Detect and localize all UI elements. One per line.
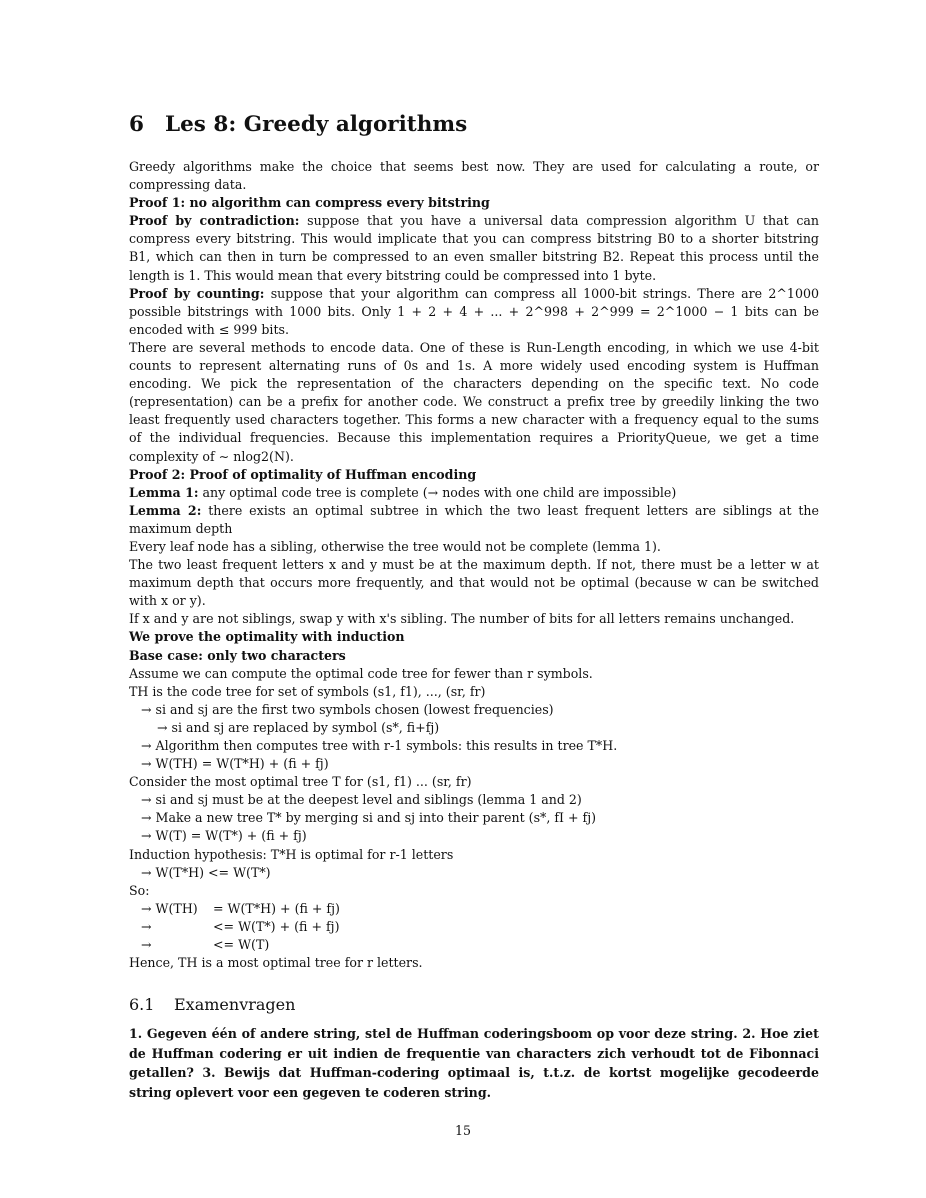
- proof-step-2: → si and sj are replaced by symbol (s*, fi+fj): [157, 719, 440, 735]
- contradiction-text: suppose that you have a universal data compression algorithm U that can compress every bitstring. This would implicate that you can compress bitstring B0 to a shorter bitstring B1, which can then in turn be compressed to an even smaller bitstring B2. Repeat this process until the length is 1. This would mean that every bitstring could be compressed into 1 byte.: [129, 213, 819, 283]
- least-frequent-paragraph: The two least frequent letters x and y must be at the maximum depth. If not, there must be a letter w at maximum depth that occurs more frequently, and that would not be optimal (because w can be switched with x or y).: [129, 557, 819, 609]
- equation-1-left: → W(TH): [141, 900, 198, 916]
- intro-paragraph: Greedy algorithms make the choice that seems best now. They are used for calculating a route, or compressing data.: [129, 159, 819, 193]
- equation-3-right: <= W(T): [213, 937, 270, 953]
- equation-2-left: →: [141, 918, 152, 934]
- proof-step-8: → W(T*H) <= W(T*): [141, 864, 271, 880]
- equation-1-right: = W(T*H) + (fi + fj): [213, 900, 340, 916]
- hypothesis-line: Induction hypothesis: T*H is optimal for r-1 letters: [129, 846, 454, 862]
- lemma2-text: there exists an optimal subtree in which the two least frequent letters are siblings at the maximum depth: [129, 502, 819, 536]
- so-line: So:: [129, 882, 150, 898]
- hence-line: Hence, TH is a most optimal tree for r letters.: [129, 955, 423, 971]
- base-case-heading: Base case: only two characters: [129, 647, 346, 663]
- counting-text: suppose that your algorithm can compress all 1000-bit strings. There are 2^1000 possible bitstrings with 1000 bits. Only 1 + 2 + 4 + ... + 2^998 + 2^999 = 2^1000 − 1 bits can be encoded with ≤ 999 bits.: [129, 285, 819, 337]
- proof-step-5: → si and sj must be at the deepest level and siblings (lemma 1 and 2): [141, 792, 582, 808]
- lemma1-text: any optimal code tree is complete (→ nodes with one child are impossible): [202, 484, 677, 500]
- lemma2-paragraph: [129, 502, 819, 538]
- assume-line: Assume we can compute the optimal code tree for fewer than r symbols.: [129, 665, 593, 681]
- page-content: [129, 110, 819, 1102]
- consider-line: Consider the most optimal tree T for (s1, f1) ... (sr, fr): [129, 774, 472, 790]
- subsection-number: 6.1: [129, 995, 155, 1015]
- subsection-title: Examenvragen: [174, 995, 296, 1015]
- induction-heading: We prove the optimality with induction: [129, 629, 405, 645]
- proof2-heading: Proof 2: Proof of optimality of Huffman encoding: [129, 466, 477, 482]
- equation-row-2: [129, 918, 819, 936]
- proof-step-3: → Algorithm then computes tree with r-1 symbols: this results in tree T*H.: [141, 738, 618, 753]
- proof-step-4: → W(TH) = W(T*H) + (fi + fj): [141, 756, 329, 772]
- methods-paragraph: There are several methods to encode data. One of these is Run-Length encoding, in which we use 4-bit counts to represent alternating runs of 0s and 1s. A more widely used encoding system is Huffman encoding. We pick the representation of the characters depending on the specific text. No code (representation) can be a prefix for another code. We construct a prefix tree by greedily linking the two least frequently used characters together. This forms a new character with a frequency equal to the sums of the individual frequencies. Because this implementation requires a PriorityQueue, we get a time complexity of ∼ nlog2(N).: [129, 339, 819, 464]
- leaf-paragraph: Every leaf node has a sibling, otherwise the tree would not be complete (lemma 1).: [129, 538, 661, 554]
- swap-paragraph: If x and y are not siblings, swap y with x's sibling. The number of bits for all letters remains unchanged.: [129, 611, 795, 627]
- section-heading: [129, 110, 819, 140]
- contradiction-label: Proof by contradiction:: [129, 213, 300, 229]
- proof1-heading: Proof 1: no algorithm can compress every bitstring: [129, 195, 490, 211]
- lemma2-label: Lemma 2:: [129, 502, 202, 518]
- exam-questions: 1. Gegeven één of andere string, stel de Huffman coderingsboom op voor deze string. 2. Hoe ziet de Huffman codering er uit indien de frequentie van characters zich verhoudt tot de Fibonnaci getallen? 3. Bewijs dat Huffman-codering optimaal is, t.t.z. de kortst mogelijke gecodeerde string oplevert voor een gegeven te coderen string.: [129, 1026, 819, 1100]
- proof-step-7: → W(T) = W(T*) + (fi + fj): [141, 828, 307, 844]
- equation-2-right: <= W(T*) + (fi + fj): [213, 918, 340, 934]
- lemma1-paragraph: [129, 484, 819, 502]
- counting-label: Proof by counting:: [129, 285, 265, 301]
- equation-row-3: [129, 936, 819, 954]
- section-number: 6: [129, 112, 144, 137]
- page-number: 15: [454, 1123, 472, 1138]
- proof-step-1: → si and sj are the first two symbols chosen (lowest frequencies): [141, 701, 554, 717]
- equation-3-left: →: [141, 937, 152, 953]
- section-title: Les 8: Greedy algorithms: [165, 112, 468, 137]
- tree-definition-line: TH is the code tree for set of symbols (s1, f1), ..., (sr, fr): [129, 683, 486, 699]
- proof-step-6: → Make a new tree T* by merging si and sj into their parent (s*, fI + fj): [141, 810, 597, 826]
- equation-row-1: [129, 900, 819, 918]
- counting-paragraph: [129, 285, 819, 339]
- subsection-heading: [129, 994, 819, 1016]
- lemma1-label: Lemma 1:: [129, 484, 199, 500]
- contradiction-paragraph: [129, 212, 819, 284]
